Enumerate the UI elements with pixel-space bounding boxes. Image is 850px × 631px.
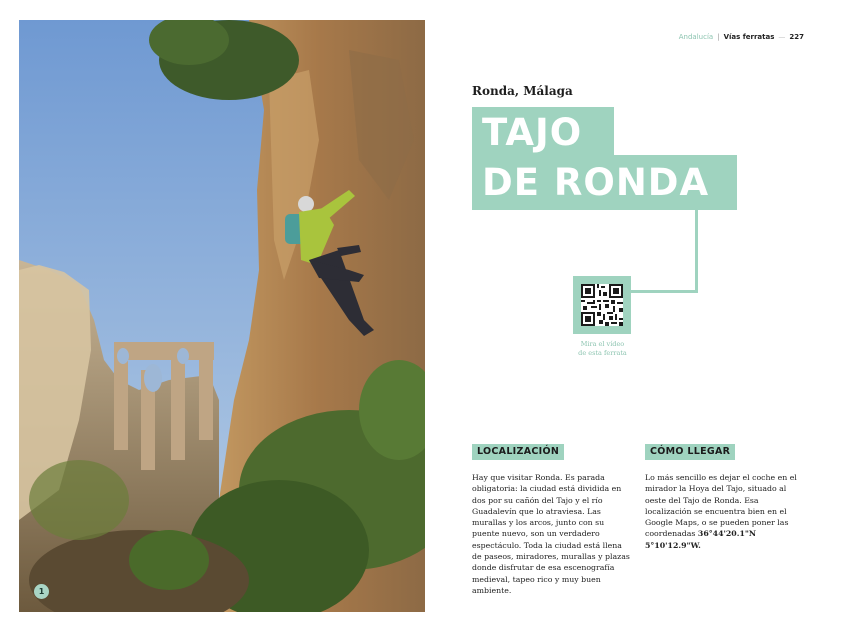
title-line-1: TAJO	[472, 107, 614, 157]
como-llegar-heading: CÓMO LLEGAR	[645, 444, 735, 460]
header-dash: —	[778, 33, 786, 41]
photo-number-badge: 1	[34, 584, 49, 599]
title-connector-vertical	[695, 208, 698, 293]
coordinates: 36°44'20.1"N 5°10'12.9"W.	[645, 529, 757, 550]
running-header	[679, 33, 804, 41]
climber-photo	[19, 20, 425, 612]
qr-caption-line-2: de esta ferrata	[578, 349, 627, 357]
como-llegar-text: Lo más sencillo es dejar el coche en el mirador la Hoya del Tajo, situado al oeste del Tajo de Ronda. Esa localización se encuentra bien en el Google Maps, o se pueden poner las coordenadas	[645, 473, 797, 539]
photo-illustration	[19, 20, 425, 612]
header-section: Vías ferratas	[723, 33, 775, 41]
title-line-2: DE RONDA	[472, 155, 737, 210]
location-subtitle: Ronda, Málaga	[472, 84, 573, 98]
header-separator: |	[717, 33, 720, 41]
header-region: Andalucía	[678, 33, 714, 41]
title-connector-horizontal	[628, 290, 698, 293]
localizacion-body: Hay que visitar Ronda. Es parada obligatoria: la ciudad está dividida en dos por su cañón del Tajo y el río Guadalevín que lo atraviesa. Las murallas y los arcos, junto con su puente nuevo, son un verdadero espectáculo. Toda la ciudad está llena de paseos, miradores, murallas y plazas donde disfrutar de esa escenografía medieval, tapeo rico y muy buen ambiente.	[472, 473, 630, 595]
qr-caption-line-1: Mira el vídeo	[580, 340, 625, 348]
page-number: 227	[789, 33, 804, 41]
qr-code-icon	[581, 284, 623, 326]
como-llegar-body	[645, 472, 807, 551]
qr-code[interactable]	[573, 276, 631, 334]
qr-caption	[560, 340, 645, 358]
localizacion-heading: LOCALIZACIÓN	[472, 444, 564, 460]
